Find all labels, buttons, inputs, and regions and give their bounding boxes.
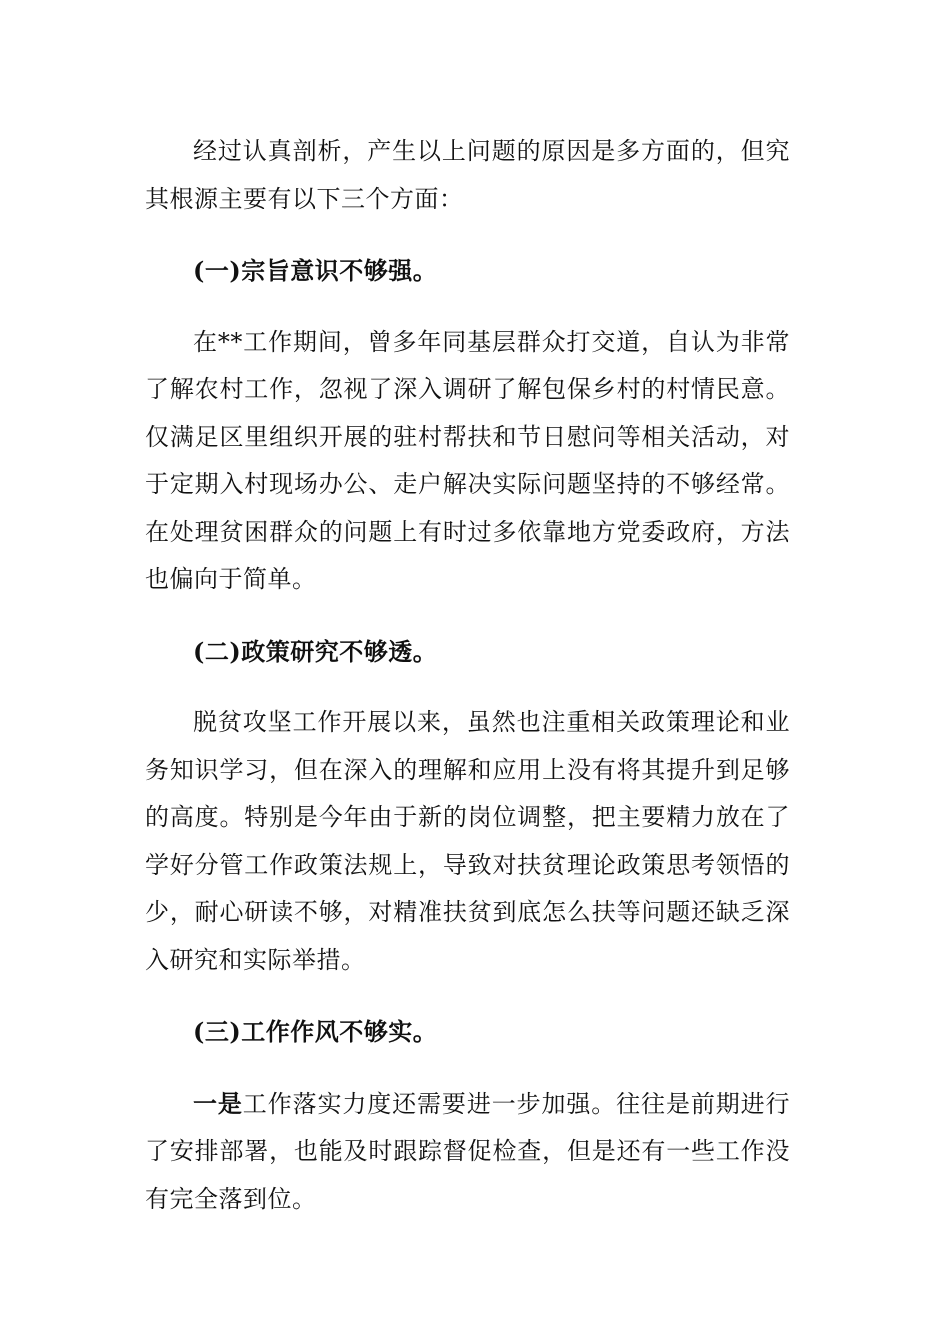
section-3-text: 工作落实力度还需要进一步加强。往往是前期进行了安排部署，也能及时跟踪督促检查，但是还有一些工作没有完全落到位。 — [145, 1089, 791, 1213]
section-2-paragraph: 脱贫攻坚工作开展以来，虽然也注重相关政策理论和业务知识学习，但在深入的理解和应用上没有将其提升到足够的高度。特别是今年由于新的岗位调整，把主要精力放在了学好分管工作政策法规上，导致对扶贫理论政策思考领悟的少，耐心研读不够，对精准扶贫到底怎么扶等问题还缺乏深入研究和实际举措。 — [145, 708, 790, 974]
section-1-paragraph: 在**工作期间，曾多年同基层群众打交道，自认为非常了解农村工作，忽视了深入调研了解包保乡村的村情民意。仅满足区里组织开展的驻村帮扶和节日慰问等相关活动，对于定期入村现场办公、走户解决实际问题坚持的不够经常。在处理贫困群众的问题上有时过多依靠地方党委政府，方法也偏向于简单。 — [145, 327, 790, 593]
intro-paragraph: 经过认真剖析，产生以上问题的原因是多方面的，但究其根源主要有以下三个方面： — [145, 137, 790, 213]
section-1-heading: (一)宗旨意识不够强。 — [193, 256, 438, 285]
document-page — [145, 128, 790, 1223]
section-2-heading: (二)政策研究不够透。 — [193, 636, 438, 666]
section-3-heading: (三)工作作风不够实。 — [193, 1017, 438, 1046]
section-3-lead: 一是 — [193, 1088, 243, 1118]
section-3-paragraph — [145, 1080, 790, 1224]
